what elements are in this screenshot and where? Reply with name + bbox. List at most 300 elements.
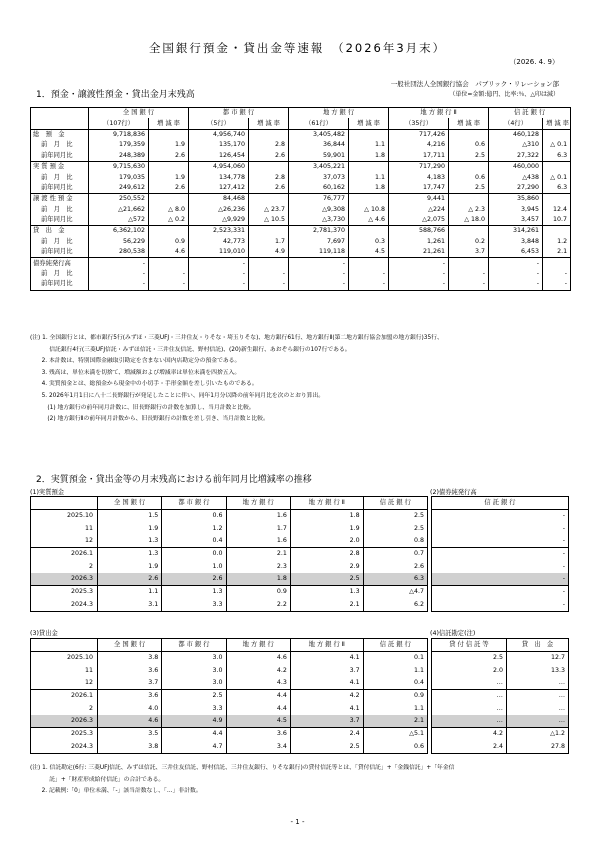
- table-cell: 35,860: [489, 194, 543, 205]
- table-cell: 1.3: [98, 535, 162, 548]
- table-row: [31, 151, 571, 162]
- table-row: [31, 573, 428, 586]
- table-row: [432, 652, 569, 665]
- table-cell: 3.5: [98, 728, 162, 741]
- table-cell: 3.6: [226, 728, 290, 741]
- table-cell: [349, 161, 389, 172]
- period-label: 12: [31, 677, 98, 690]
- table-cell: 4.4: [226, 702, 290, 714]
- table-cell: △ 0.2: [149, 215, 189, 226]
- table-cell: 1.8: [226, 573, 290, 586]
- row-label: 前年同月比: [31, 247, 89, 258]
- table-cell: [449, 194, 489, 205]
- table-row: [432, 598, 569, 611]
- corner-cell: [31, 108, 89, 119]
- table-cell: …: [506, 690, 568, 703]
- table-cell: △ 10.8: [349, 205, 389, 215]
- table-cell: 0.0: [162, 548, 226, 561]
- note-line: (注) 1. 全国銀行とは、都市銀行5行(みずほ・三菱UFJ・三井住友・りそな・埼玉りそな)、地方銀行61行、地方銀行Ⅱ(第二地方銀行協会加盟の地方銀行)35行、: [30, 335, 443, 341]
- table-row: [432, 702, 569, 714]
- note-line: (注) 1. 信託勘定(6行: 三菱UFJ信託、みずほ信託、三井住友信託、野村信託、三井住友銀行、りそな銀行)の貸付信託等とは、「貸付信託」+「金銭信託」+「年金信: [30, 765, 455, 771]
- table-cell: 3.1: [98, 598, 162, 611]
- table-cell: 6,453: [489, 247, 543, 258]
- table-cell: 2.1: [290, 598, 363, 611]
- table-cell: -: [543, 269, 571, 279]
- table-cell: 2.0: [432, 665, 507, 677]
- table-row: [432, 586, 569, 599]
- note-line: 2. 本計数は、特別国際金融取引勘定を含まない国内店勘定分の預金である。: [30, 358, 241, 365]
- period-label: 2025.10: [31, 652, 98, 665]
- table-cell: 3.8: [98, 740, 162, 753]
- table-cell: 1.8: [349, 183, 389, 194]
- table-cell: △ 2.3: [449, 205, 489, 215]
- table-cell: 27,290: [489, 183, 543, 194]
- table-cell: -: [432, 586, 569, 599]
- table-cell: 4.6: [149, 247, 189, 258]
- row-label: 総 預 金: [31, 129, 89, 140]
- table-row: [31, 247, 571, 258]
- table-cell: 2.5: [290, 740, 363, 753]
- table-cell: 3.3: [162, 702, 226, 714]
- period-label: 2025.3: [31, 586, 98, 599]
- period-label: 2: [31, 560, 98, 572]
- table-cell: 1.7: [249, 237, 289, 247]
- section2-title: 2．実質預金・貸出金等の月末残高における前年同月比増減率の推移: [36, 475, 312, 485]
- table-cell: 2.6: [98, 573, 162, 586]
- table-cell: -: [432, 573, 569, 586]
- table-cell: [543, 226, 571, 237]
- table-cell: 2.5: [290, 573, 363, 586]
- table-cell: -: [432, 523, 569, 535]
- table-cell: 2.5: [363, 523, 427, 535]
- caption-real-deposits: (1)実質預金: [30, 489, 65, 496]
- balance-table: [30, 107, 571, 291]
- table-cell: …: [506, 702, 568, 714]
- table-cell: 4.9: [249, 247, 289, 258]
- row-label: 前 月 比: [31, 205, 89, 215]
- table-row: [31, 279, 571, 290]
- loans-table: [30, 638, 428, 754]
- table-cell: 9,715,630: [89, 161, 149, 172]
- table-cell: 3.7: [290, 665, 363, 677]
- table-cell: 2,523,331: [189, 226, 249, 237]
- table-cell: 0.7: [363, 548, 427, 561]
- table-row: [31, 205, 571, 215]
- table-cell: 3.8: [98, 652, 162, 665]
- table-cell: -: [149, 269, 189, 279]
- row-label: 前 月 比: [31, 140, 89, 150]
- bank-count: （61行）: [289, 118, 349, 129]
- table-cell: 2.8: [249, 172, 289, 182]
- table-cell: △ 0.1: [543, 172, 571, 182]
- table-cell: 1.8: [290, 510, 363, 523]
- table-cell: -: [449, 279, 489, 290]
- table-cell: -: [289, 258, 349, 269]
- table-cell: 314,261: [489, 226, 543, 237]
- column-header: 信 託 銀 行: [363, 497, 427, 510]
- table-cell: 0.2: [449, 237, 489, 247]
- table-cell: 2.3: [226, 560, 290, 572]
- table-cell: 13.3: [506, 665, 568, 677]
- table-cell: 3.7: [98, 677, 162, 690]
- table-cell: 1.8: [349, 151, 389, 162]
- document-title: 全国銀行預金・貸出金等速報 （2026年3月末）: [148, 41, 447, 55]
- report-date: （2026. 4. 9）: [509, 58, 559, 66]
- table-row: [432, 715, 569, 728]
- table-row: [31, 140, 571, 150]
- table-cell: 0.6: [449, 172, 489, 182]
- table-cell: [249, 161, 289, 172]
- row-label: 前年同月比: [31, 183, 89, 194]
- bank-count: （5行）: [189, 118, 249, 129]
- table-cell: 3,848: [489, 237, 543, 247]
- table-cell: 1.2: [162, 523, 226, 535]
- table-cell: 2.0: [290, 535, 363, 548]
- table-cell: 4.2: [432, 728, 507, 741]
- table-cell: -: [543, 279, 571, 290]
- period-label: 12: [31, 535, 98, 548]
- table-cell: …: [432, 690, 507, 703]
- table-cell: △1.2: [506, 728, 568, 741]
- table-row: [31, 702, 428, 714]
- table-cell: 2.9: [290, 560, 363, 572]
- period-label: 11: [31, 665, 98, 677]
- bank-count: （4行）: [489, 118, 543, 129]
- table-cell: 717,426: [389, 129, 449, 140]
- table-cell: 249,612: [89, 183, 149, 194]
- period-label: 11: [31, 523, 98, 535]
- table-cell: …: [506, 677, 568, 690]
- table-cell: 0.9: [149, 237, 189, 247]
- table-row: [432, 523, 569, 535]
- table-cell: 17,711: [389, 151, 449, 162]
- column-header: 地 方 銀 行 Ⅱ: [290, 497, 363, 510]
- table-cell: …: [432, 702, 507, 714]
- table-cell: 1.2: [543, 237, 571, 247]
- table-cell: 0.4: [363, 677, 427, 690]
- note-line: (2) 地方銀行Ⅱの前年同月計数から、旧長野銀行の計数を差し引き、当月計数と比較。: [30, 416, 269, 423]
- table-cell: -: [89, 258, 149, 269]
- table-cell: 2.5: [363, 510, 427, 523]
- table-cell: 3,457: [489, 215, 543, 226]
- table-cell: 717,290: [389, 161, 449, 172]
- table-cell: -: [89, 269, 149, 279]
- table-cell: 2.5: [432, 652, 507, 665]
- unit-note: （単位=金額:億円、比率:％、△印は減）: [449, 91, 559, 98]
- note-line: (1) 地方銀行の前年同月計数に、旧長野銀行の計数を加算し、当月計数と比較。: [30, 404, 255, 411]
- table-cell: 4,954,060: [189, 161, 249, 172]
- table-cell: 4.9: [162, 715, 226, 728]
- table-row: [31, 258, 571, 269]
- table-cell: 3.6: [98, 690, 162, 703]
- table-cell: 4,216: [389, 140, 449, 150]
- table-cell: 6.3: [363, 573, 427, 586]
- table-cell: 60,162: [289, 183, 349, 194]
- corner-cell: [31, 497, 98, 510]
- section1-notes: [30, 333, 570, 426]
- table-cell: 1.6: [226, 535, 290, 548]
- table-cell: [349, 258, 389, 269]
- table-cell: -: [249, 279, 289, 290]
- table-cell: [349, 194, 389, 205]
- table-cell: 2.6: [149, 151, 189, 162]
- period-label: 2024.3: [31, 740, 98, 753]
- table-cell: [449, 226, 489, 237]
- table-cell: 4.5: [349, 247, 389, 258]
- period-label: 2026.3: [31, 715, 98, 728]
- table-cell: -: [489, 258, 543, 269]
- table-cell: [449, 258, 489, 269]
- table-row: [31, 690, 428, 703]
- table-cell: -: [189, 269, 249, 279]
- table-row: [31, 226, 571, 237]
- table-cell: [449, 161, 489, 172]
- table-cell: 42,773: [189, 237, 249, 247]
- table-cell: 0.6: [363, 740, 427, 753]
- table-cell: 2.8: [290, 548, 363, 561]
- table-cell: 3.3: [162, 598, 226, 611]
- table-row: [432, 560, 569, 572]
- table-cell: 119,010: [189, 247, 249, 258]
- table-cell: 3.0: [162, 665, 226, 677]
- caption-trust-account: (4)信託勘定(注): [430, 630, 476, 637]
- table-cell: 27,322: [489, 151, 543, 162]
- table-cell: 2.4: [290, 728, 363, 741]
- table-cell: △ 23.7: [249, 205, 289, 215]
- table-cell: 1.9: [149, 140, 189, 150]
- table-row: [31, 715, 428, 728]
- table-cell: 2.6: [249, 151, 289, 162]
- column-header: 全 国 銀 行: [89, 108, 189, 119]
- row-label: 前 月 比: [31, 237, 89, 247]
- column-header: 地 方 銀 行: [226, 497, 290, 510]
- table-cell: △2,075: [389, 215, 449, 226]
- table-row: [31, 665, 428, 677]
- table-cell: 76,777: [289, 194, 349, 205]
- table-cell: 2.6: [363, 560, 427, 572]
- table-cell: 27.8: [506, 740, 568, 753]
- header-row: [31, 118, 571, 129]
- table-cell: △9,308: [289, 205, 349, 215]
- rate-header: 増 減 率: [449, 118, 489, 129]
- table-cell: 2.1: [226, 548, 290, 561]
- table-cell: -: [289, 279, 349, 290]
- table-cell: [349, 226, 389, 237]
- table-row: [432, 728, 569, 741]
- column-header: 都 市 銀 行: [162, 497, 226, 510]
- table-row: [31, 183, 571, 194]
- table-row: [31, 535, 428, 548]
- table-cell: -: [349, 269, 389, 279]
- period-label: 2026.1: [31, 690, 98, 703]
- note-line: 3. 残高は、単位未満を切捨て、増減額および増減率は単位未満を四捨五入。: [30, 369, 241, 376]
- table-cell: 3,945: [489, 205, 543, 215]
- table-cell: 2.5: [449, 151, 489, 162]
- table-row: [31, 510, 428, 523]
- table-cell: 4,956,740: [189, 129, 249, 140]
- table-cell: 0.1: [363, 652, 427, 665]
- table-cell: 12.7: [506, 652, 568, 665]
- row-label: 前年同月比: [31, 279, 89, 290]
- column-header: 地 方 銀 行 Ⅱ: [290, 639, 363, 652]
- corner-cell: [31, 118, 89, 129]
- table-cell: 9,441: [389, 194, 449, 205]
- table-row: [31, 652, 428, 665]
- table-cell: 1.3: [162, 586, 226, 599]
- table-cell: 0.6: [449, 140, 489, 150]
- table-cell: …: [432, 677, 507, 690]
- corner-cell: [31, 639, 98, 652]
- table-cell: -: [432, 598, 569, 611]
- table-cell: 3.6: [98, 665, 162, 677]
- table-cell: 1.7: [226, 523, 290, 535]
- table-row: [31, 161, 571, 172]
- table-cell: △310: [489, 140, 543, 150]
- note-line: 信託銀行4行(三菱UFJ信託・みずほ信託・三井住友信託、野村信託)、(20)新生銀行、あおぞら銀行の107行である。: [30, 346, 351, 353]
- header-row: [31, 639, 428, 652]
- table-cell: 4.5: [226, 715, 290, 728]
- table-cell: [149, 129, 189, 140]
- table-cell: 1.9: [98, 523, 162, 535]
- table-row: [432, 535, 569, 548]
- table-cell: -: [189, 279, 249, 290]
- table-cell: 1.1: [349, 140, 389, 150]
- table-cell: [249, 194, 289, 205]
- table-cell: △ 4.6: [349, 215, 389, 226]
- table-row: [432, 740, 569, 753]
- table-cell: [249, 258, 289, 269]
- rate-header: 増 減 率: [249, 118, 289, 129]
- table-cell: △ 8.0: [149, 205, 189, 215]
- column-header: 地 方 銀 行: [289, 108, 389, 119]
- table-cell: 1.0: [162, 560, 226, 572]
- table-row: [432, 573, 569, 586]
- table-cell: -: [249, 269, 289, 279]
- period-label: 2025.10: [31, 510, 98, 523]
- row-label: 貸 出 金: [31, 226, 89, 237]
- table-cell: 4.2: [290, 690, 363, 703]
- header-row: [432, 639, 569, 652]
- table-cell: 56,229: [89, 237, 149, 247]
- table-row: [31, 237, 571, 247]
- table-cell: 4.3: [226, 677, 290, 690]
- table-cell: 4.4: [162, 728, 226, 741]
- table-cell: △572: [89, 215, 149, 226]
- row-label: 前年同月比: [31, 151, 89, 162]
- table-cell: △ 0.1: [543, 140, 571, 150]
- table-cell: △26,236: [189, 205, 249, 215]
- table-cell: 1.3: [290, 586, 363, 599]
- table-cell: 460,000: [489, 161, 543, 172]
- table-cell: 135,170: [189, 140, 249, 150]
- table-cell: 17,747: [389, 183, 449, 194]
- note-line: 5. 2026年1月1日に八十二長野銀行が発足したことに伴い、同年1月分以降の前年同月比を次のとおり算出。: [30, 392, 325, 399]
- row-label: 実 質 預 金: [31, 161, 89, 172]
- period-label: 2025.3: [31, 728, 98, 741]
- column-header: 全 国 銀 行: [98, 639, 162, 652]
- table-cell: 1.1: [363, 665, 427, 677]
- row-label: 前年同月比: [31, 215, 89, 226]
- table-row: [432, 665, 569, 677]
- table-cell: [149, 258, 189, 269]
- table-row: [31, 215, 571, 226]
- table-cell: [543, 194, 571, 205]
- table-cell: 3,405,482: [289, 129, 349, 140]
- table-cell: -: [489, 269, 543, 279]
- table-cell: 126,454: [189, 151, 249, 162]
- table-cell: [543, 161, 571, 172]
- table-cell: …: [506, 715, 568, 728]
- table-cell: △438: [489, 172, 543, 182]
- table-cell: 119,118: [289, 247, 349, 258]
- table-cell: -: [389, 279, 449, 290]
- table-cell: 37,073: [289, 172, 349, 182]
- table-cell: 2.5: [449, 183, 489, 194]
- table-cell: 0.8: [363, 535, 427, 548]
- table-cell: -: [449, 269, 489, 279]
- table-cell: [543, 129, 571, 140]
- table-cell: 0.4: [162, 535, 226, 548]
- table-cell: 4.7: [162, 740, 226, 753]
- table-cell: 4.4: [226, 690, 290, 703]
- table-cell: [249, 226, 289, 237]
- table-cell: 2.6: [149, 183, 189, 194]
- table-cell: 1.1: [98, 586, 162, 599]
- table-cell: 3,405,221: [289, 161, 349, 172]
- table-row: [31, 677, 428, 690]
- table-row: [31, 728, 428, 741]
- page-number: - 1 -: [290, 818, 305, 826]
- table-cell: 179,359: [89, 140, 149, 150]
- note-line: 2. 記載例:「0」単位未満、「-」該当計数なし、「…」非計数。: [30, 788, 202, 795]
- table-cell: 2.4: [432, 740, 507, 753]
- table-cell: △224: [389, 205, 449, 215]
- table-cell: 134,778: [189, 172, 249, 182]
- table-cell: 2.1: [543, 247, 571, 258]
- issuer: 一般社団法人全国銀行協会 パブリック・リレーション部: [390, 80, 559, 88]
- table-cell: 3.7: [449, 247, 489, 258]
- table-row: [31, 523, 428, 535]
- rate-header: 増 減 率: [349, 118, 389, 129]
- table-cell: 4.1: [290, 702, 363, 714]
- table-cell: [449, 129, 489, 140]
- caption-loans: (3)貸出金: [30, 630, 58, 637]
- real-deposits-table: [30, 496, 428, 612]
- table-cell: 0.9: [363, 690, 427, 703]
- table-cell: △5.1: [363, 728, 427, 741]
- table-row: [432, 510, 569, 523]
- table-cell: 3.0: [162, 677, 226, 690]
- column-header: 貸 付 信 託 等: [432, 639, 507, 652]
- table-cell: 4.2: [226, 665, 290, 677]
- table-cell: 3.4: [226, 740, 290, 753]
- table-row: [432, 548, 569, 561]
- table-cell: [149, 226, 189, 237]
- row-label: 前 月 比: [31, 172, 89, 182]
- table-cell: △ 10.5: [249, 215, 289, 226]
- table-cell: 1,261: [389, 237, 449, 247]
- column-header: 地 方 銀 行: [226, 639, 290, 652]
- table-cell: 4.1: [290, 652, 363, 665]
- table-cell: [149, 194, 189, 205]
- table-cell: △3,730: [289, 215, 349, 226]
- table-cell: 2.1: [363, 715, 427, 728]
- period-label: 2: [31, 702, 98, 714]
- table-cell: -: [289, 269, 349, 279]
- table-cell: 6.3: [543, 183, 571, 194]
- table-cell: -: [432, 510, 569, 523]
- table-cell: 7,697: [289, 237, 349, 247]
